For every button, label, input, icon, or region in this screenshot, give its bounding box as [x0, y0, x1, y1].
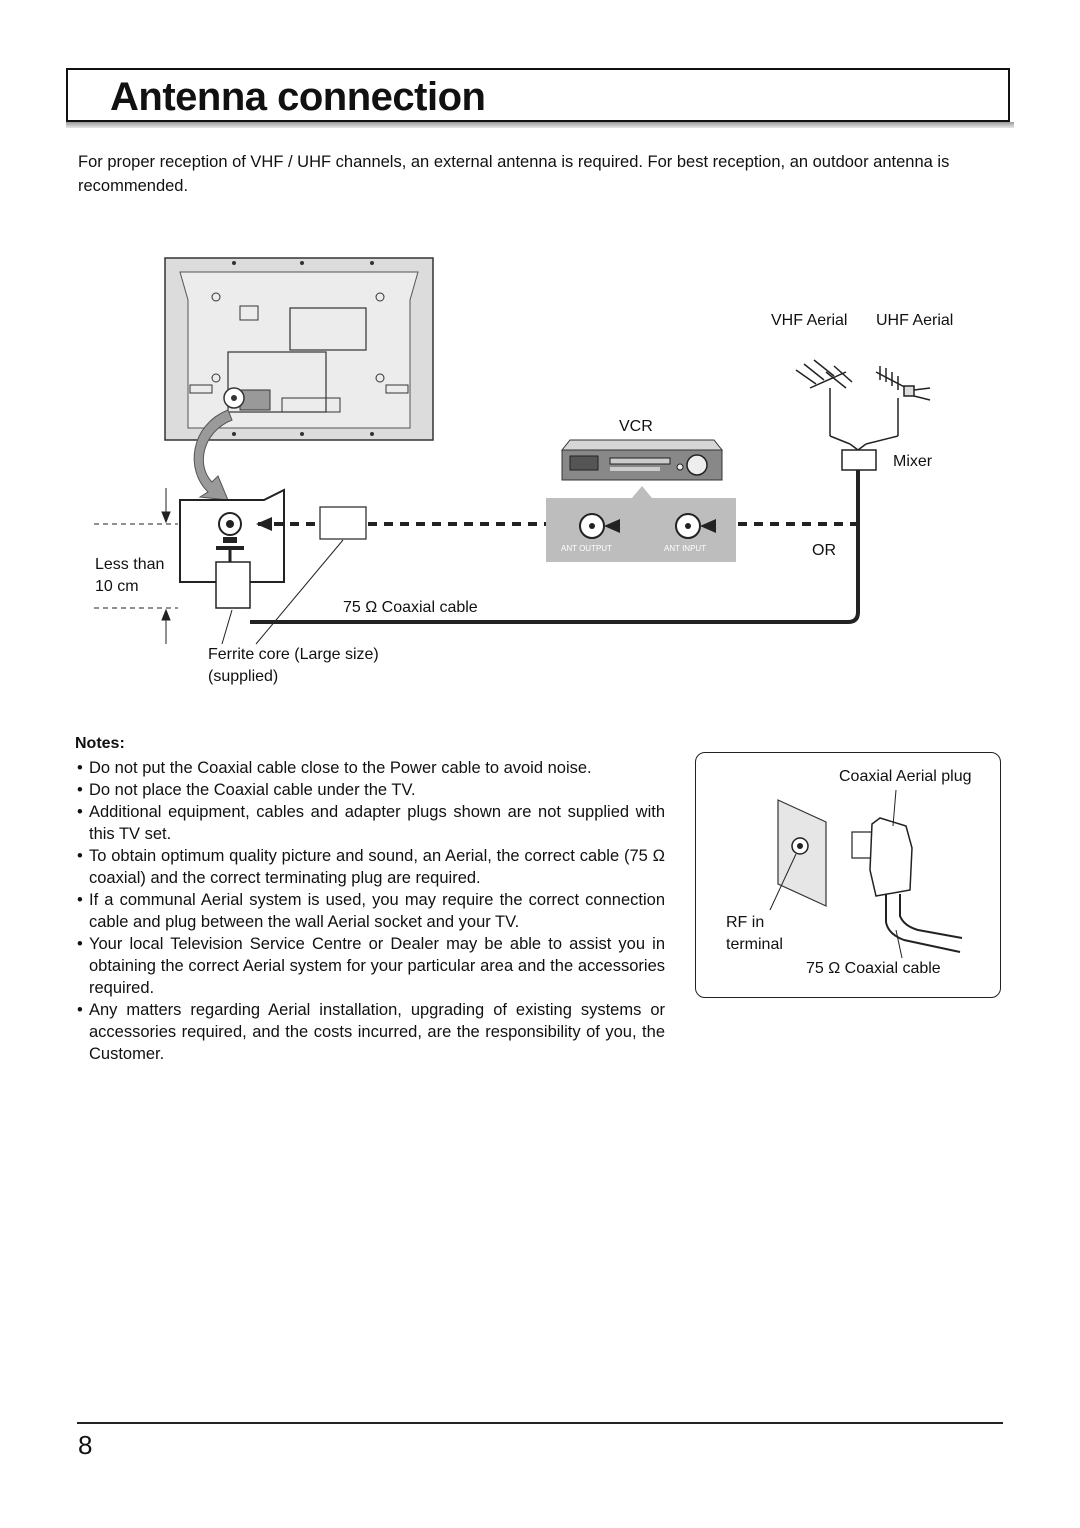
- page-number: 8: [78, 1430, 93, 1460]
- notes-section: [75, 733, 665, 1065]
- coaxial-cable-label: 75 Ω Coaxial cable: [343, 599, 478, 616]
- ferrite-label-1: Ferrite core (Large size): [208, 646, 379, 663]
- vcr-back-panel: [546, 486, 736, 562]
- less-than-label: Less than: [95, 556, 165, 573]
- terminal-closeup: [180, 490, 284, 608]
- mixer-label: Mixer: [893, 453, 933, 470]
- vcr-device: [562, 440, 722, 480]
- note-item: • Your local Television Service Centre or Dealer may be able to assist you in obtaining the correct Aerial system for your particular area and the accessories required.: [75, 933, 665, 999]
- ten-cm-label: 10 cm: [95, 578, 139, 595]
- page-title: Antenna connection: [110, 75, 486, 119]
- rf-terminal-label: terminal: [726, 936, 783, 953]
- rf-in-label: RF in: [726, 914, 765, 931]
- note-item: • Do not put the Coaxial cable close to the Power cable to avoid noise.: [75, 757, 665, 779]
- vcr-label: VCR: [619, 418, 653, 435]
- tv-rear-panel: [165, 258, 433, 440]
- antennas: [796, 360, 930, 450]
- note-item: • Do not place the Coaxial cable under the TV.: [75, 779, 665, 801]
- coaxial-aerial-plug-label: Coaxial Aerial plug: [839, 768, 972, 785]
- uhf-aerial-label: UHF Aerial: [876, 312, 954, 329]
- footer-rule: [77, 1422, 1003, 1424]
- note-item: • If a communal Aerial system is used, you may require the correct connection cable and plug between the wall Aerial socket and your TV.: [75, 889, 665, 933]
- notes-heading: Notes:: [75, 735, 125, 752]
- or-label: OR: [812, 542, 836, 559]
- ant-output-label: ANT OUTPUT: [561, 544, 612, 553]
- note-item: • Additional equipment, cables and adapter plugs shown are not supplied with this TV set.: [75, 801, 665, 845]
- aerial-plug-inset: [695, 752, 1001, 998]
- mixer-box: [842, 450, 876, 470]
- note-item: • Any matters regarding Aerial installation, upgrading of existing systems or accessories required, and the costs incurred, are the responsibility of you, the Customer.: [75, 999, 665, 1065]
- note-item: • To obtain optimum quality picture and sound, an Aerial, the correct cable (75 Ω coaxial) and the correct terminating plug are required.: [75, 845, 665, 889]
- intro-paragraph: For proper reception of VHF / UHF channels, an external antenna is required. For best reception, an outdoor antenna is recommended.: [78, 153, 950, 195]
- ferrite-leader-1: [222, 610, 232, 644]
- ant-input-label: ANT INPUT: [664, 544, 707, 553]
- notes-list: [75, 757, 665, 1065]
- inset-cable-label: 75 Ω Coaxial cable: [806, 960, 941, 977]
- vhf-aerial-label: VHF Aerial: [771, 312, 848, 329]
- ferrite-label-2: (supplied): [208, 668, 279, 685]
